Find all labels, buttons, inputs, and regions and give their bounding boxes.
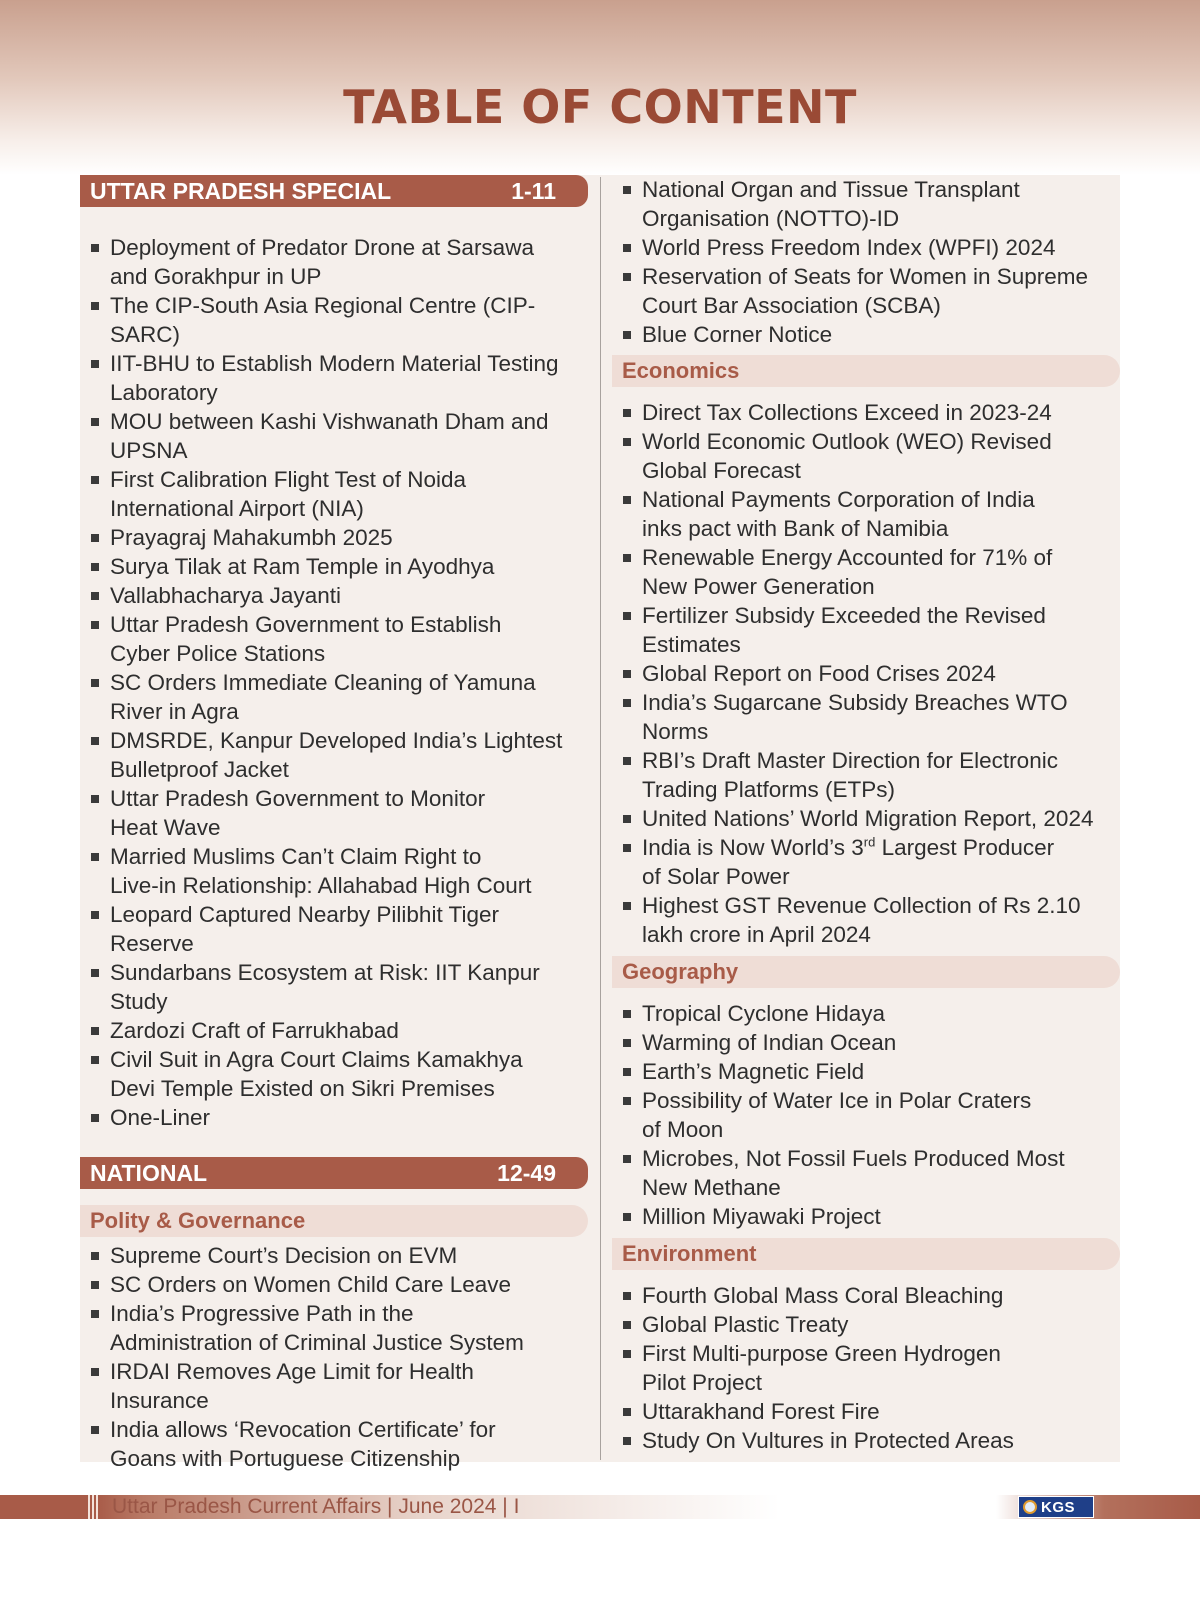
list-item: India’s Progressive Path in the Administration of Criminal Justice System — [80, 1299, 588, 1357]
list-item: World Economic Outlook (WEO) Revised Global Forecast — [612, 427, 1120, 485]
list-item: India’s Sugarcane Subsidy Breaches WTO Norms — [612, 688, 1120, 746]
list-item: Sundarbans Ecosystem at Risk: IIT Kanpur Study — [80, 958, 588, 1016]
section-header-up-special — [80, 175, 588, 207]
list-item: Uttarakhand Forest Fire — [612, 1397, 1120, 1426]
list-item: Renewable Energy Accounted for 71% of New Power Generation — [612, 543, 1120, 601]
list-item: Civil Suit in Agra Court Claims Kamakhya Devi Temple Existed on Sikri Premises — [80, 1045, 588, 1103]
list-item: World Press Freedom Index (WPFI) 2024 — [612, 233, 1120, 262]
right-column — [612, 175, 1120, 1455]
list-item: Uttar Pradesh Government to Establish Cyber Police Stations — [80, 610, 588, 668]
list-item: Global Plastic Treaty — [612, 1310, 1120, 1339]
list-item: United Nations’ World Migration Report, 2024 — [612, 804, 1120, 833]
list-item: Million Miyawaki Project — [612, 1202, 1120, 1231]
left-column — [80, 175, 588, 1473]
list-item: Global Report on Food Crises 2024 — [612, 659, 1120, 688]
list-item: Prayagraj Mahakumbh 2025 — [80, 523, 588, 552]
polity-list — [80, 1241, 588, 1473]
list-item: SC Orders on Women Child Care Leave — [80, 1270, 588, 1299]
list-item: National Payments Corporation of India inks pact with Bank of Namibia — [612, 485, 1120, 543]
list-item: Blue Corner Notice — [612, 320, 1120, 349]
up-special-list — [80, 233, 588, 1132]
subsection-polity-governance: Polity & Governance — [80, 1205, 588, 1237]
list-item: IRDAI Removes Age Limit for Health Insurance — [80, 1357, 588, 1415]
list-item: Fertilizer Subsidy Exceeded the Revised Estimates — [612, 601, 1120, 659]
list-item: Zardozi Craft of Farrukhabad — [80, 1016, 588, 1045]
subsection-environment: Environment — [612, 1238, 1120, 1270]
polity-continued-list — [612, 175, 1120, 349]
list-item: Fourth Global Mass Coral Bleaching — [612, 1281, 1120, 1310]
list-item: Leopard Captured Nearby Pilibhit Tiger Reserve — [80, 900, 588, 958]
subsection-economics: Economics — [612, 355, 1120, 387]
footer-stripes — [88, 1495, 100, 1519]
logo-text: KGS — [1041, 1498, 1076, 1516]
page-title: TABLE OF CONTENT — [343, 80, 857, 134]
list-item: India is Now World’s 3rd Largest Producer of Solar Power — [612, 833, 1120, 891]
list-item: Direct Tax Collections Exceed in 2023-24 — [612, 398, 1120, 427]
column-divider — [600, 177, 601, 1460]
list-item: Supreme Court’s Decision on EVM — [80, 1241, 588, 1270]
section-header-national — [80, 1157, 588, 1189]
list-item: Possibility of Water Ice in Polar Craters of Moon — [612, 1086, 1120, 1144]
list-item: Tropical Cyclone Hidaya — [612, 999, 1120, 1028]
footer-text: Uttar Pradesh Current Affairs | June 2024 | I — [112, 1495, 520, 1518]
list-item: Deployment of Predator Drone at Sarsawa and Gorakhpur in UP — [80, 233, 588, 291]
list-item: One-Liner — [80, 1103, 588, 1132]
list-item: Uttar Pradesh Government to Monitor Heat Wave — [80, 784, 588, 842]
list-item: MOU between Kashi Vishwanath Dham and UPSNA — [80, 407, 588, 465]
list-item: Highest GST Revenue Collection of Rs 2.10 lakh crore in April 2024 — [612, 891, 1120, 949]
list-item: National Organ and Tissue Transplant Organisation (NOTTO)-ID — [612, 175, 1120, 233]
list-item: RBI’s Draft Master Direction for Electronic Trading Platforms (ETPs) — [612, 746, 1120, 804]
list-item: The CIP-South Asia Regional Centre (CIP-SARC) — [80, 291, 588, 349]
list-item: IIT-BHU to Establish Modern Material Testing Laboratory — [80, 349, 588, 407]
list-item: Earth’s Magnetic Field — [612, 1057, 1120, 1086]
environment-list — [612, 1281, 1120, 1455]
kgs-logo — [1018, 1496, 1094, 1518]
economics-list — [612, 398, 1120, 949]
list-item: First Calibration Flight Test of Noida International Airport (NIA) — [80, 465, 588, 523]
section-pages: 1-11 — [511, 177, 556, 204]
list-item: DMSRDE, Kanpur Developed India’s Lightest Bulletproof Jacket — [80, 726, 588, 784]
list-item: Microbes, Not Fossil Fuels Produced Most New Methane — [612, 1144, 1120, 1202]
list-item: Warming of Indian Ocean — [612, 1028, 1120, 1057]
list-item: SC Orders Immediate Cleaning of Yamuna River in Agra — [80, 668, 588, 726]
section-title: NATIONAL — [90, 1159, 208, 1186]
geography-list — [612, 999, 1120, 1231]
subsection-geography: Geography — [612, 956, 1120, 988]
list-item: Vallabhacharya Jayanti — [80, 581, 588, 610]
section-title: UTTAR PRADESH SPECIAL — [90, 177, 392, 204]
emblem-icon — [1023, 1500, 1037, 1514]
list-item: Married Muslims Can’t Claim Right to Live-in Relationship: Allahabad High Court — [80, 842, 588, 900]
list-item: First Multi-purpose Green Hydrogen Pilot Project — [612, 1339, 1120, 1397]
list-item: Reservation of Seats for Women in Supreme Court Bar Association (SCBA) — [612, 262, 1120, 320]
list-item: Study On Vultures in Protected Areas — [612, 1426, 1120, 1455]
list-item: India allows ‘Revocation Certificate’ for Goans with Portuguese Citizenship — [80, 1415, 588, 1473]
list-item: Surya Tilak at Ram Temple in Ayodhya — [80, 552, 588, 581]
section-pages: 12-49 — [497, 1159, 556, 1186]
